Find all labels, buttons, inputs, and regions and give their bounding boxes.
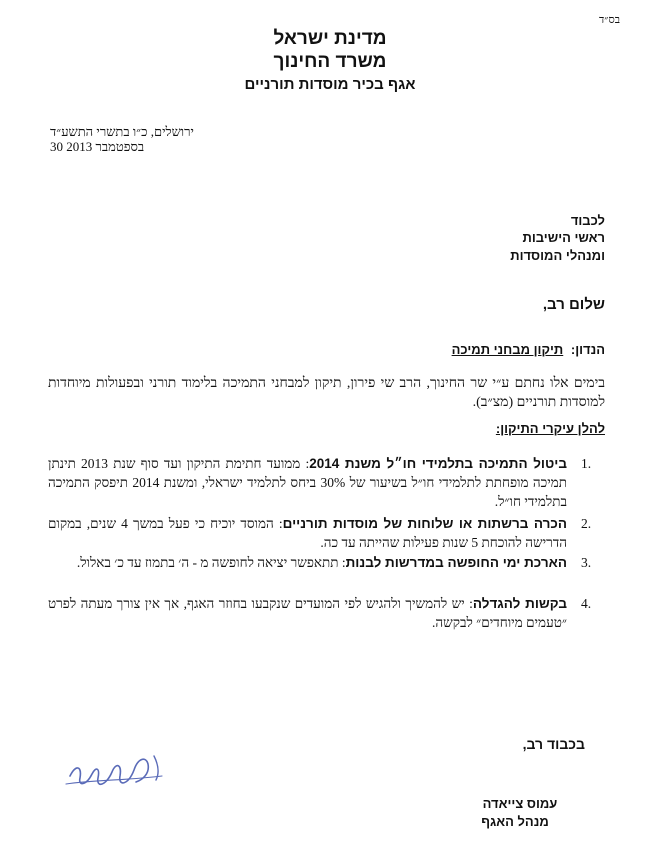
- header-department: אגף בכיר מוסדות תורניים: [244, 76, 416, 93]
- list-item-number: 1.: [581, 456, 592, 471]
- list-item: [48, 553, 605, 572]
- date-gregorian: 30 בספטמבר 2013: [50, 139, 145, 154]
- date-hebrew: ירושלים, כ״ו בתשרי התשע״ד: [50, 124, 194, 139]
- subject-line: [452, 342, 605, 357]
- subject-text: תיקון מבחני תמיכה: [451, 342, 564, 357]
- signer-name: עמוס צייאדה: [482, 796, 558, 811]
- list-item-title: ביטול התמיכה בתלמידי חו״ל משנת 2014: [309, 456, 567, 471]
- list-item-title: בקשות להגדלה: [472, 596, 567, 611]
- signer-role: מנהל האגף: [481, 814, 549, 829]
- list-item: [48, 594, 605, 632]
- header-state: מדינת ישראל: [273, 28, 387, 49]
- subject-label: הנדון:: [570, 342, 605, 357]
- list-item: [48, 514, 605, 552]
- list-item-title: הכרה ברשתות או שלוחות של מוסדות תורניים: [282, 516, 567, 531]
- corner-mark: בס״ד: [598, 14, 620, 26]
- addressee-salutation: לכבוד: [570, 213, 605, 228]
- list-item-text: : המוסד יוכיח כי פעל במשך 4 שנים, במקום הדרישה להוכחת 5 שנות פעילות שהייתה עד כה.: [48, 516, 567, 550]
- addressee-heads: ראשי הישיבות: [522, 230, 605, 245]
- list-item: [48, 454, 605, 511]
- list-item-text: : ממועד חתימת התיקון ועד סוף שנת 2013 תינתן תמיכה מופחתת לתלמידי חו״ל בשיעור של 30% ביחס לתלמיד ישראלי, ומשנת 2014 תיפסק התמיכה בתלמידי חו״ל.: [48, 456, 568, 509]
- list-intro: להלן עיקרי התיקון:: [495, 421, 605, 436]
- addressee-managers: ומנהלי המוסדות: [510, 248, 605, 263]
- list-item-text: : תתאפשר יציאה לחופשה מ - ה׳ בתמוז עד כ׳ באלול.: [76, 555, 346, 570]
- header-ministry: משרד החינוך: [273, 51, 387, 72]
- list-item-text: : יש להמשיך ולהגיש לפי המועדים שנקבעו בחוזר האגף, אך אין צורך מעתה לפרט ״טעמים מיוחדים״ לבקשה.: [48, 596, 567, 630]
- body-paragraph: בימים אלו נחתם ע״י שר החינוך, הרב שי פירון, תיקון למבחני התמיכה בלימוד תורני ובפעולות מיוחדות למוסדות תורניים (מצ״ב).: [48, 376, 605, 410]
- list-item-number: 4.: [581, 596, 592, 611]
- closing: בכבוד רב,: [522, 736, 585, 752]
- list-item-number: 3.: [581, 555, 592, 570]
- greeting: שלום רב,: [542, 296, 605, 313]
- handwritten-signature: [62, 746, 174, 794]
- list-item-number: 2.: [581, 516, 592, 531]
- list-item-title: הארכת ימי החופשה במדרשות לבנות: [345, 555, 567, 570]
